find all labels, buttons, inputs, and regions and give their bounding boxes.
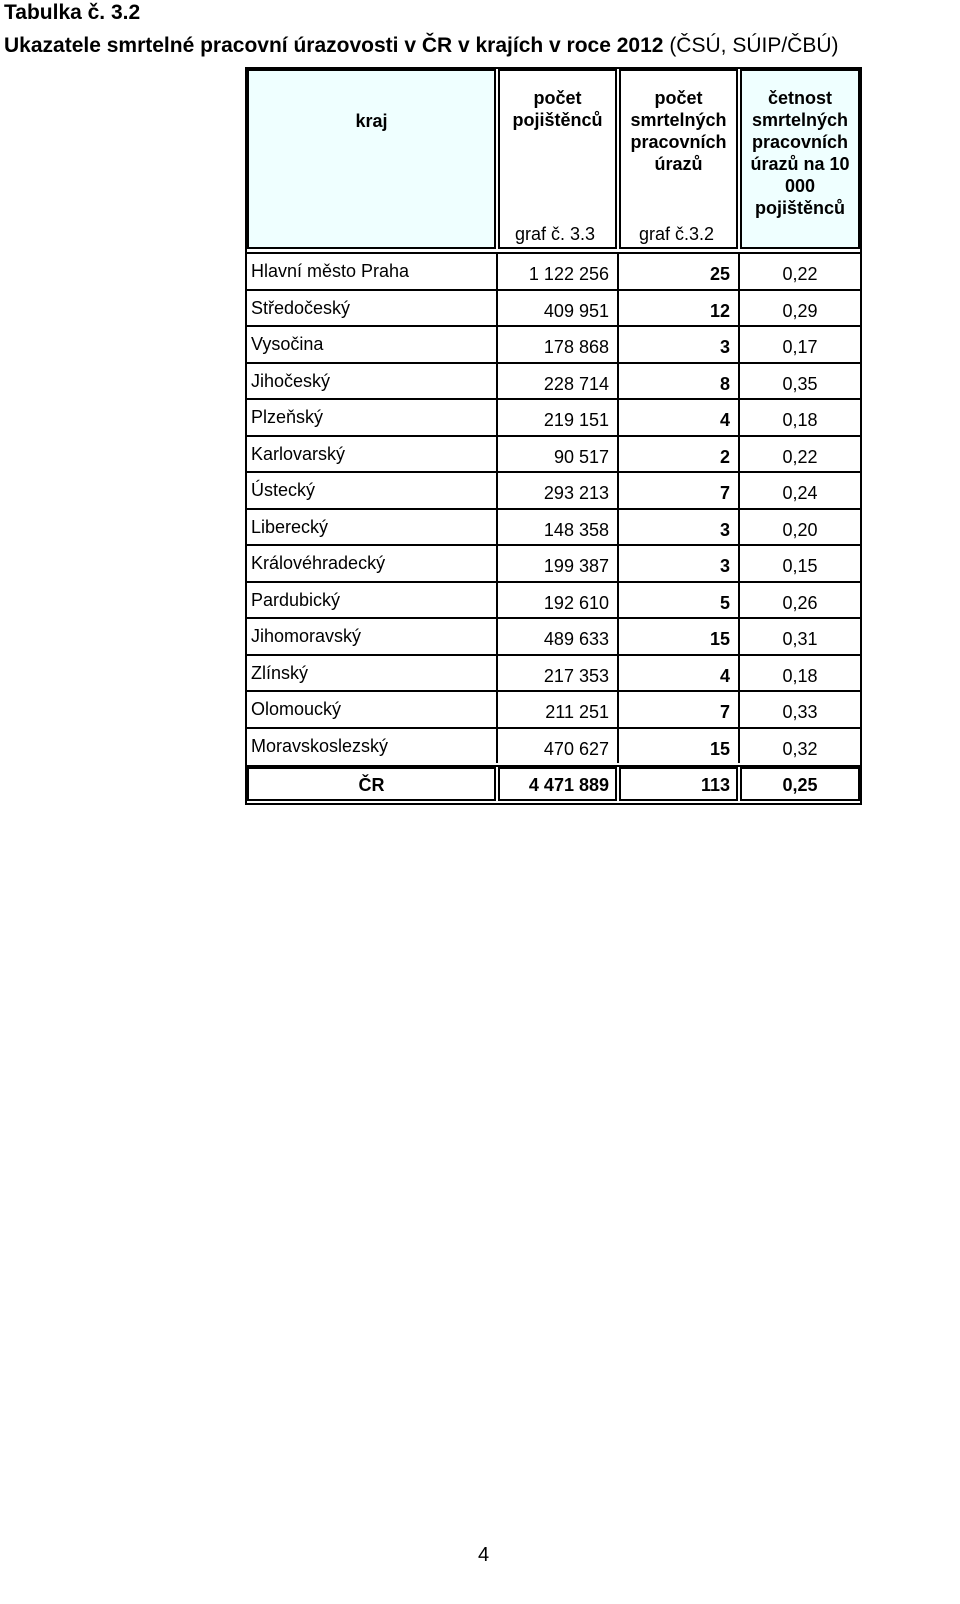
cell-pojistencu: 192 610 (543, 592, 609, 613)
cell-cetnost: 0,33 (782, 702, 818, 722)
table-row (247, 692, 860, 729)
header-pojistencu: počet pojištěnců (498, 69, 617, 249)
cell-kraj: Hlavní město Praha (251, 261, 410, 281)
table-row (247, 254, 860, 291)
table-row (247, 656, 860, 693)
table-row (247, 327, 860, 364)
column-divider (617, 252, 619, 763)
cell-cetnost: 0,24 (782, 483, 818, 503)
cell-kraj: Olomoucký (251, 699, 342, 719)
statistics-table (245, 67, 862, 805)
graf-urazu-label: graf č.3.2 (639, 224, 715, 244)
table-row (247, 510, 860, 547)
cell-urazu: 2 (719, 446, 730, 467)
header-urazu: počet smrtelných pracovních úrazů (619, 69, 738, 249)
cell-urazu: 7 (719, 702, 730, 722)
total-pojistencu: 4 471 889 (498, 767, 617, 801)
cell-kraj: Vysočina (251, 334, 324, 354)
table-header (247, 69, 860, 252)
cell-pojistencu: 199 387 (543, 556, 609, 576)
cell-urazu: 4 (719, 410, 730, 430)
cell-kraj: Liberecký (251, 516, 329, 537)
cell-urazu: 15 (709, 738, 730, 759)
total-urazu: 113 (619, 767, 738, 801)
cell-pojistencu: 219 151 (543, 410, 609, 430)
cell-kraj: Jihomoravský (251, 626, 362, 646)
cell-kraj: Královéhradecký (251, 553, 386, 573)
cell-kraj: Středočeský (251, 297, 351, 318)
cell-kraj: Plzeňský (251, 407, 324, 427)
cell-kraj: Zlínský (251, 662, 309, 683)
cell-urazu: 7 (719, 483, 730, 503)
cell-urazu: 15 (709, 629, 730, 649)
cell-kraj: Ústecký (251, 480, 316, 500)
cell-urazu: 8 (719, 373, 730, 394)
cell-pojistencu: 1 122 256 (528, 264, 609, 284)
cell-cetnost: 0,18 (782, 665, 818, 686)
cell-pojistencu: 470 627 (543, 738, 609, 759)
cell-kraj: Moravskoslezský (251, 735, 389, 756)
page-number: 4 (478, 1544, 490, 1566)
table-row (247, 400, 860, 437)
cell-pojistencu: 148 358 (543, 519, 609, 540)
cell-cetnost: 0,32 (782, 738, 818, 759)
cell-pojistencu: 178 868 (543, 337, 609, 357)
cell-cetnost: 0,22 (782, 446, 818, 467)
cell-urazu: 3 (719, 337, 730, 357)
header-cetnost: četnost smrtelných pracovních úrazů na 10 000 pojištěnců (740, 69, 860, 249)
header-kraj: kraj (247, 69, 496, 249)
cell-urazu: 3 (719, 556, 730, 576)
cell-pojistencu: 293 213 (543, 483, 609, 503)
cell-cetnost: 0,22 (782, 264, 818, 284)
cell-pojistencu: 90 517 (553, 446, 609, 467)
cell-pojistencu: 211 251 (545, 702, 609, 722)
subtitle-source: (ČSÚ, SÚIP/ČBÚ) (663, 34, 839, 57)
table-row (247, 546, 860, 583)
total-cetnost: 0,25 (740, 767, 860, 801)
cell-pojistencu: 409 951 (543, 300, 609, 321)
cell-cetnost: 0,29 (782, 300, 818, 321)
table-row (247, 473, 860, 510)
graf-pojistencu-label: graf č. 3.3 (515, 224, 596, 244)
cell-pojistencu: 489 633 (543, 629, 609, 649)
cell-urazu: 25 (709, 264, 730, 284)
cell-urazu: 5 (719, 592, 730, 613)
cell-pojistencu: 217 353 (543, 665, 609, 686)
table-row (247, 437, 860, 474)
table-row (247, 364, 860, 401)
column-divider (738, 252, 740, 763)
table-body (247, 252, 860, 765)
cell-cetnost: 0,35 (782, 373, 818, 394)
subtitle-main: Ukazatele smrtelné pracovní úrazovosti v ČR v krajích v roce 2012 (4, 34, 664, 57)
total-kraj: ČR (247, 767, 496, 801)
cell-cetnost: 0,17 (782, 337, 818, 357)
cell-kraj: Pardubický (251, 589, 341, 610)
cell-cetnost: 0,15 (782, 556, 818, 576)
cell-cetnost: 0,26 (782, 592, 818, 613)
table-row (247, 729, 860, 766)
cell-kraj: Karlovarský (251, 443, 346, 464)
table-row (247, 291, 860, 328)
cell-urazu: 3 (719, 519, 730, 540)
table-total-row (247, 765, 860, 803)
table-row (247, 619, 860, 656)
table-row (247, 583, 860, 620)
document-subtitle (4, 33, 839, 59)
cell-cetnost: 0,31 (782, 629, 818, 649)
document-title: Tabulka č. 3.2 (4, 1, 141, 24)
column-divider (496, 252, 498, 763)
cell-cetnost: 0,20 (782, 519, 818, 540)
cell-cetnost: 0,18 (782, 410, 818, 430)
cell-kraj: Jihočeský (251, 370, 331, 391)
cell-urazu: 12 (709, 300, 730, 321)
cell-pojistencu: 228 714 (543, 373, 609, 394)
cell-urazu: 4 (719, 665, 730, 686)
